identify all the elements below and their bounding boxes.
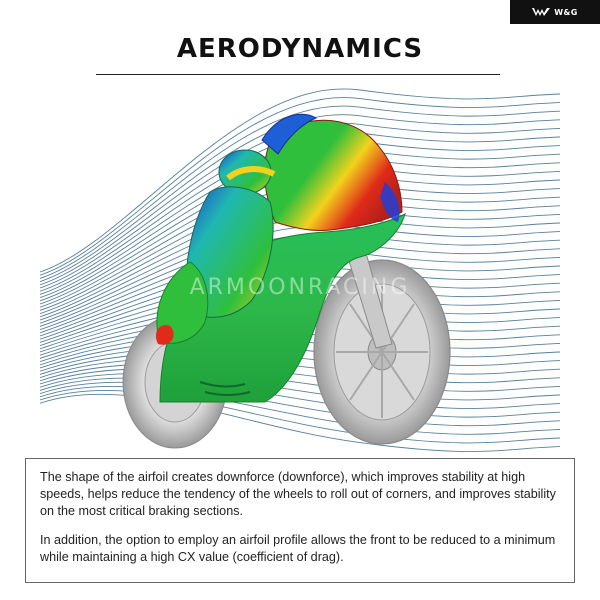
page-title: AERODYNAMICS (176, 34, 424, 64)
streamline (40, 364, 560, 392)
description-paragraph-2: In addition, the option to employ an airfoil profile allows the front to be reduced to a minimum while maintaining a high CX value (coefficient of drag). (40, 533, 556, 564)
title-divider (96, 74, 500, 75)
watermark-text: ARMOONRACING (189, 275, 411, 300)
motorcycle-cfd-image (40, 82, 560, 454)
brand-badge (510, 0, 600, 24)
streamline (40, 386, 560, 434)
description-paragraph-1: The shape of the airfoil creates downforce (downforce), which improves stability at high speeds, helps reduce the tendency of the wheels to roll out of corners, and improves stability on the most critical braking sections. (40, 470, 556, 518)
wing-logo-icon (532, 7, 550, 17)
brand-name: W&G (554, 7, 578, 17)
description-panel (25, 458, 575, 583)
streamline (40, 378, 560, 417)
streamline (40, 382, 560, 425)
